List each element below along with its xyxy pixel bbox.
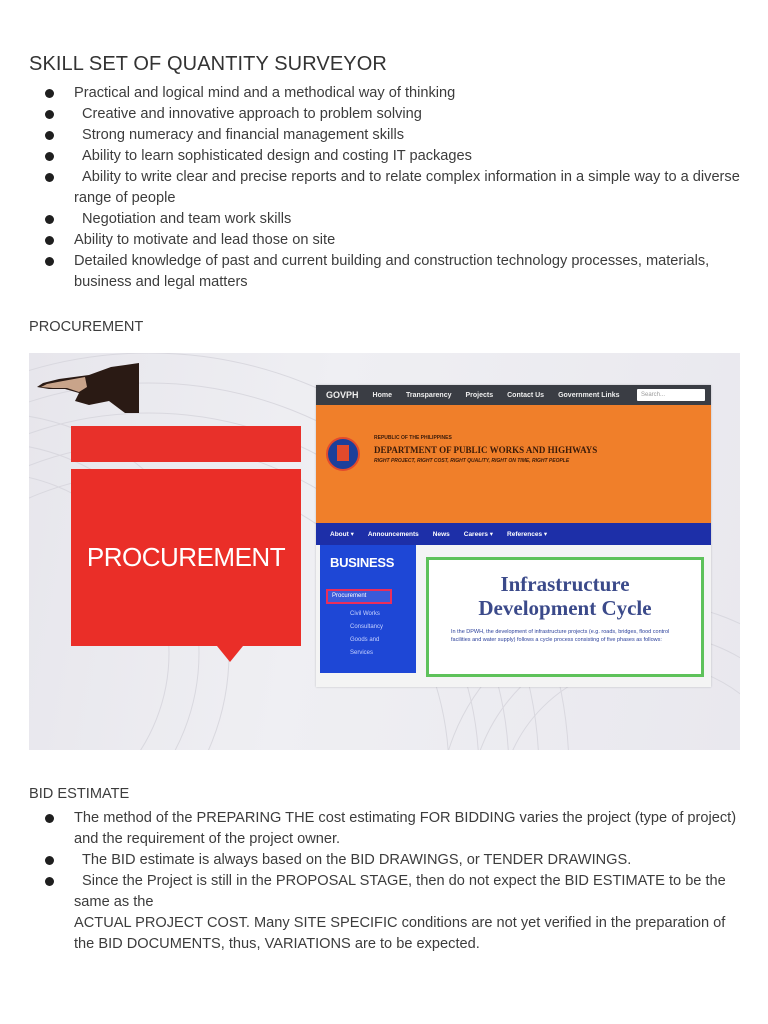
- list-item-continuation: ACTUAL PROJECT COST. Many SITE SPECIFIC conditions are not yet verified in the preparation of the BID DOCUMENTS, thus, VARIATIONS are to be expected.: [74, 915, 726, 952]
- dpwh-website-screenshot: [316, 385, 711, 687]
- procurement-heading: PROCUREMENT: [29, 319, 144, 335]
- list-item: [29, 871, 744, 955]
- top-nav-item: Government Links: [558, 391, 620, 399]
- list-item: [29, 167, 744, 209]
- skills-list: [29, 83, 744, 293]
- sidebar-item: Civil Works: [350, 611, 380, 617]
- card-header-strip: [71, 426, 301, 462]
- panel-title-line-1: Infrastructure: [500, 572, 630, 596]
- main-nav-item: Careers ▾: [463, 531, 494, 538]
- top-nav-item: Transparency: [405, 391, 452, 399]
- sidebar-item: Services: [350, 650, 374, 656]
- sidebar-item: Consultancy: [350, 624, 384, 630]
- top-nav-item: Home: [372, 391, 392, 399]
- list-item-text: Negotiation and team work skills: [82, 211, 292, 227]
- list-item: [29, 850, 744, 871]
- bid-estimate-heading: BID ESTIMATE: [29, 786, 130, 802]
- list-item: [29, 83, 744, 104]
- list-item-text: Ability to motivate and lead those on site: [74, 232, 336, 248]
- sidebar-heading: BUSINESS: [330, 555, 395, 570]
- panel-description: In the DPWH, the development of infrastructure projects (e.g. roads, bridges, flood control facilities and water supply) follows a cycle process consisting of five phases as follows:: [451, 629, 670, 643]
- list-item-text: Practical and logical mind and a methodical way of thinking: [74, 85, 456, 101]
- list-item-text: Strong numeracy and financial management skills: [82, 127, 405, 143]
- top-nav-item: Projects: [465, 391, 494, 399]
- procurement-slide-photo: [29, 353, 740, 750]
- list-item-text: Ability to learn sophisticated design and costing IT packages: [82, 148, 472, 164]
- main-nav-item: About ▾: [330, 531, 354, 538]
- main-nav-item: Announcements: [367, 530, 419, 538]
- procurement-card: [71, 426, 301, 646]
- card-title: PROCUREMENT: [86, 542, 286, 572]
- republic-label: REPUBLIC OF THE PHILIPPINES: [374, 435, 452, 441]
- list-item-text: Detailed knowledge of past and current building and construction technology processes, materials, business and legal matters: [74, 253, 710, 290]
- main-nav-item: References ▾: [507, 531, 548, 538]
- list-item-text: The BID estimate is always based on the BID DRAWINGS, or TENDER DRAWINGS.: [82, 852, 632, 868]
- list-item: [29, 251, 744, 293]
- sidebar-item-procurement: Procurement: [326, 589, 392, 604]
- gov-top-bar: [316, 385, 711, 405]
- sidebar-item: Goods and: [350, 637, 380, 643]
- bid-estimate-list: [29, 808, 744, 955]
- department-name: DEPARTMENT OF PUBLIC WORKS AND HIGHWAYS: [374, 445, 598, 455]
- presenter-hand-icon: [29, 353, 139, 413]
- list-item: [29, 808, 744, 850]
- department-tagline: RIGHT PROJECT, RIGHT COST, RIGHT QUALITY, RIGHT ON TIME, RIGHT PEOPLE: [374, 458, 570, 464]
- search-box: Search...: [637, 389, 705, 401]
- list-item-text: The method of the PREPARING THE cost estimating FOR BIDDING varies the project (type of project) and the requirement of the project owner.: [74, 810, 737, 847]
- list-item: [29, 125, 744, 146]
- list-item: [29, 104, 744, 125]
- govph-logo: GOVPH: [326, 390, 359, 400]
- infrastructure-panel: [426, 557, 704, 677]
- main-nav-item: News: [432, 530, 450, 538]
- top-nav-item: Contact Us: [507, 391, 545, 399]
- list-item: [29, 209, 744, 230]
- card-pointer: [217, 646, 243, 662]
- list-item-text: Since the Project is still in the PROPOSAL STAGE, then do not expect the BID ESTIMATE to be the same as the: [74, 873, 726, 910]
- list-item: [29, 146, 744, 167]
- list-item: [29, 230, 744, 251]
- list-item-text: Creative and innovative approach to problem solving: [82, 106, 422, 122]
- business-sidebar: [320, 545, 416, 673]
- skills-heading: SKILL SET OF QUANTITY SURVEYOR: [29, 53, 387, 75]
- orange-banner: [316, 405, 711, 523]
- list-item-text: Ability to write clear and precise reports and to relate complex information in a simple way to a diverse range of people: [74, 169, 740, 206]
- dpwh-seal-icon: [326, 437, 360, 471]
- panel-title-line-2: Development Cycle: [478, 596, 652, 620]
- main-nav: [316, 523, 711, 545]
- card-body: [71, 469, 301, 646]
